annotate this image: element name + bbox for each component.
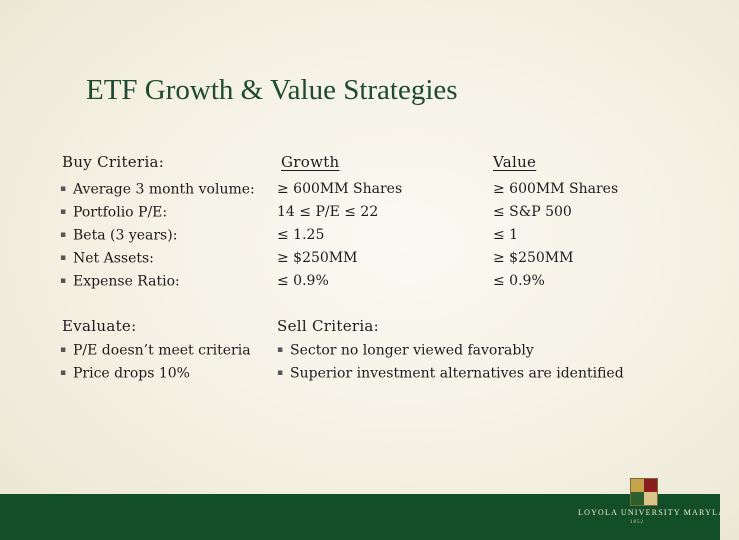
evaluate-item: Price drops 10%: [73, 365, 190, 382]
criteria-label: Portfolio P/E:: [73, 204, 168, 221]
value-values-list: [493, 178, 618, 293]
sell-list: [277, 339, 624, 385]
list-item: [60, 247, 255, 270]
growth-value: ≤ 1.25: [277, 227, 325, 243]
sell-item: Superior investment alternatives are identified: [290, 365, 624, 382]
university-logo: [578, 478, 739, 528]
list-item: [60, 270, 255, 293]
buy-criteria-heading: Buy Criteria:: [62, 153, 165, 171]
bullet-icon: ▪: [60, 207, 67, 217]
list-item: [60, 178, 255, 201]
list-item: [277, 362, 624, 385]
growth-value: ≤ 0.9%: [277, 273, 329, 289]
list-item: [277, 339, 624, 362]
bullet-icon: ▪: [60, 184, 67, 194]
criteria-list: [60, 178, 255, 293]
sell-item: Sector no longer viewed favorably: [290, 342, 534, 359]
bullet-icon: ▪: [60, 253, 67, 263]
evaluate-heading: Evaluate:: [62, 317, 137, 335]
growth-values-list: [277, 178, 402, 293]
logo-subtext: 1852: [630, 520, 644, 525]
growth-value: ≥ $250MM: [277, 250, 358, 266]
criteria-label: Expense Ratio:: [73, 273, 180, 290]
value-value: ≤ S&P 500: [493, 204, 572, 220]
list-item: [60, 362, 251, 385]
bullet-icon: ▪: [60, 230, 67, 240]
value-heading: Value: [493, 153, 537, 171]
value-value: ≥ 600MM Shares: [493, 181, 619, 197]
list-item: [60, 201, 255, 224]
evaluate-list: [60, 339, 251, 385]
list-item: [60, 224, 255, 247]
growth-heading: Growth: [281, 153, 340, 171]
criteria-label: Beta (3 years):: [73, 227, 178, 244]
value-value: ≥ $250MM: [493, 250, 574, 266]
bullet-icon: ▪: [277, 345, 284, 355]
shield-icon: [630, 478, 658, 506]
growth-value: 14 ≤ P/E ≤ 22: [277, 204, 379, 220]
value-value: ≤ 0.9%: [493, 273, 545, 289]
criteria-label: Net Assets:: [73, 250, 154, 267]
logo-text: LOYOLA UNIVERSITY MARYLAND: [578, 508, 739, 517]
sell-criteria-heading: Sell Criteria:: [277, 317, 380, 335]
list-item: [60, 339, 251, 362]
bullet-icon: ▪: [60, 345, 67, 355]
bullet-icon: ▪: [277, 368, 284, 378]
page-title: ETF Growth & Value Strategies: [86, 74, 458, 106]
value-value: ≤ 1: [493, 227, 519, 243]
bullet-icon: ▪: [60, 368, 67, 378]
criteria-label: Average 3 month volume:: [73, 181, 255, 198]
evaluate-item: P/E doesn’t meet criteria: [73, 342, 251, 359]
bullet-icon: ▪: [60, 276, 67, 286]
growth-value: ≥ 600MM Shares: [277, 181, 403, 197]
